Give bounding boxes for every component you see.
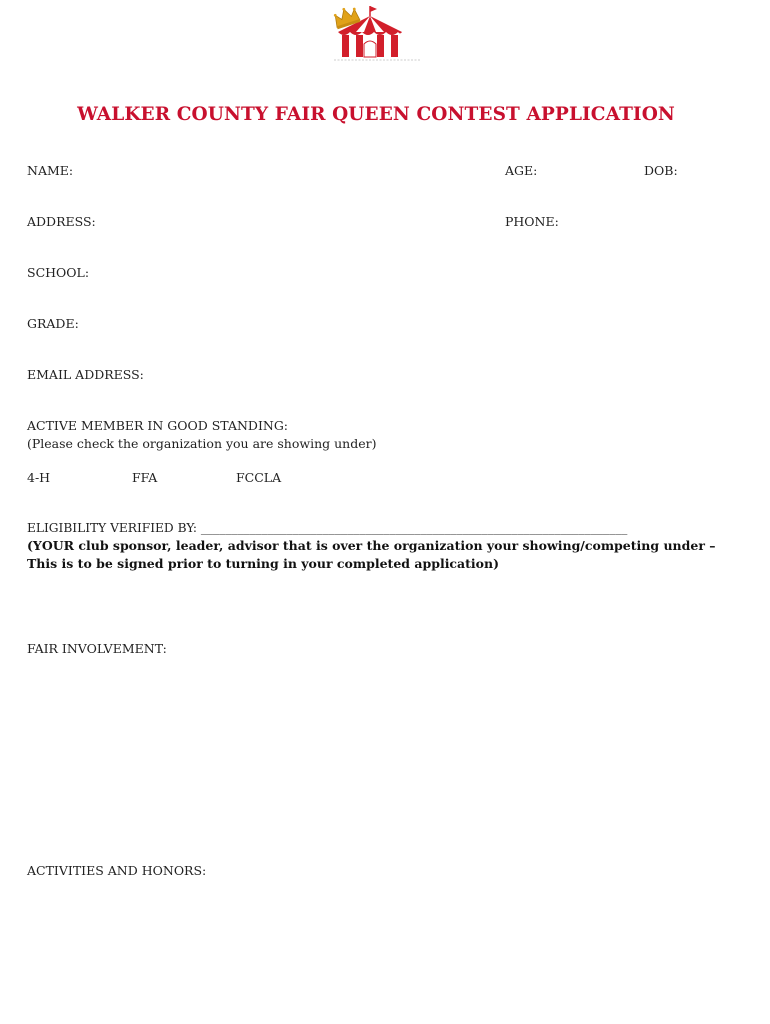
option-ffa[interactable]: FFA: [132, 470, 158, 485]
eligibility-verified-label: ELIGIBILITY VERIFIED BY: ______________________________________________________________________: [27, 521, 628, 535]
email-label: EMAIL ADDRESS:: [27, 367, 144, 382]
option-fccla[interactable]: FCCLA: [236, 470, 282, 485]
phone-label: PHONE:: [505, 214, 559, 229]
dob-label: DOB:: [644, 163, 678, 178]
page-title: WALKER COUNTY FAIR QUEEN CONTEST APPLICATION: [77, 104, 675, 125]
name-label: NAME:: [27, 163, 74, 178]
school-label: SCHOOL:: [27, 265, 90, 280]
option-4h[interactable]: 4-H: [27, 470, 51, 485]
circus-tent-crown-icon: [330, 2, 424, 64]
grade-label: GRADE:: [27, 316, 79, 331]
eligibility-note: (YOUR club sponsor, leader, advisor that is over the organization your showing/competing under – This is to be signed prior to turning in your completed application): [27, 538, 716, 571]
fair-involvement-label: FAIR INVOLVEMENT:: [27, 641, 167, 656]
membership-instruction: (Please check the organization you are showing under): [27, 436, 377, 451]
address-label: ADDRESS:: [27, 214, 96, 229]
membership-heading: ACTIVE MEMBER IN GOOD STANDING:: [27, 418, 289, 433]
age-label: AGE:: [505, 163, 538, 178]
activities-honors-label: ACTIVITIES AND HONORS:: [27, 863, 207, 878]
